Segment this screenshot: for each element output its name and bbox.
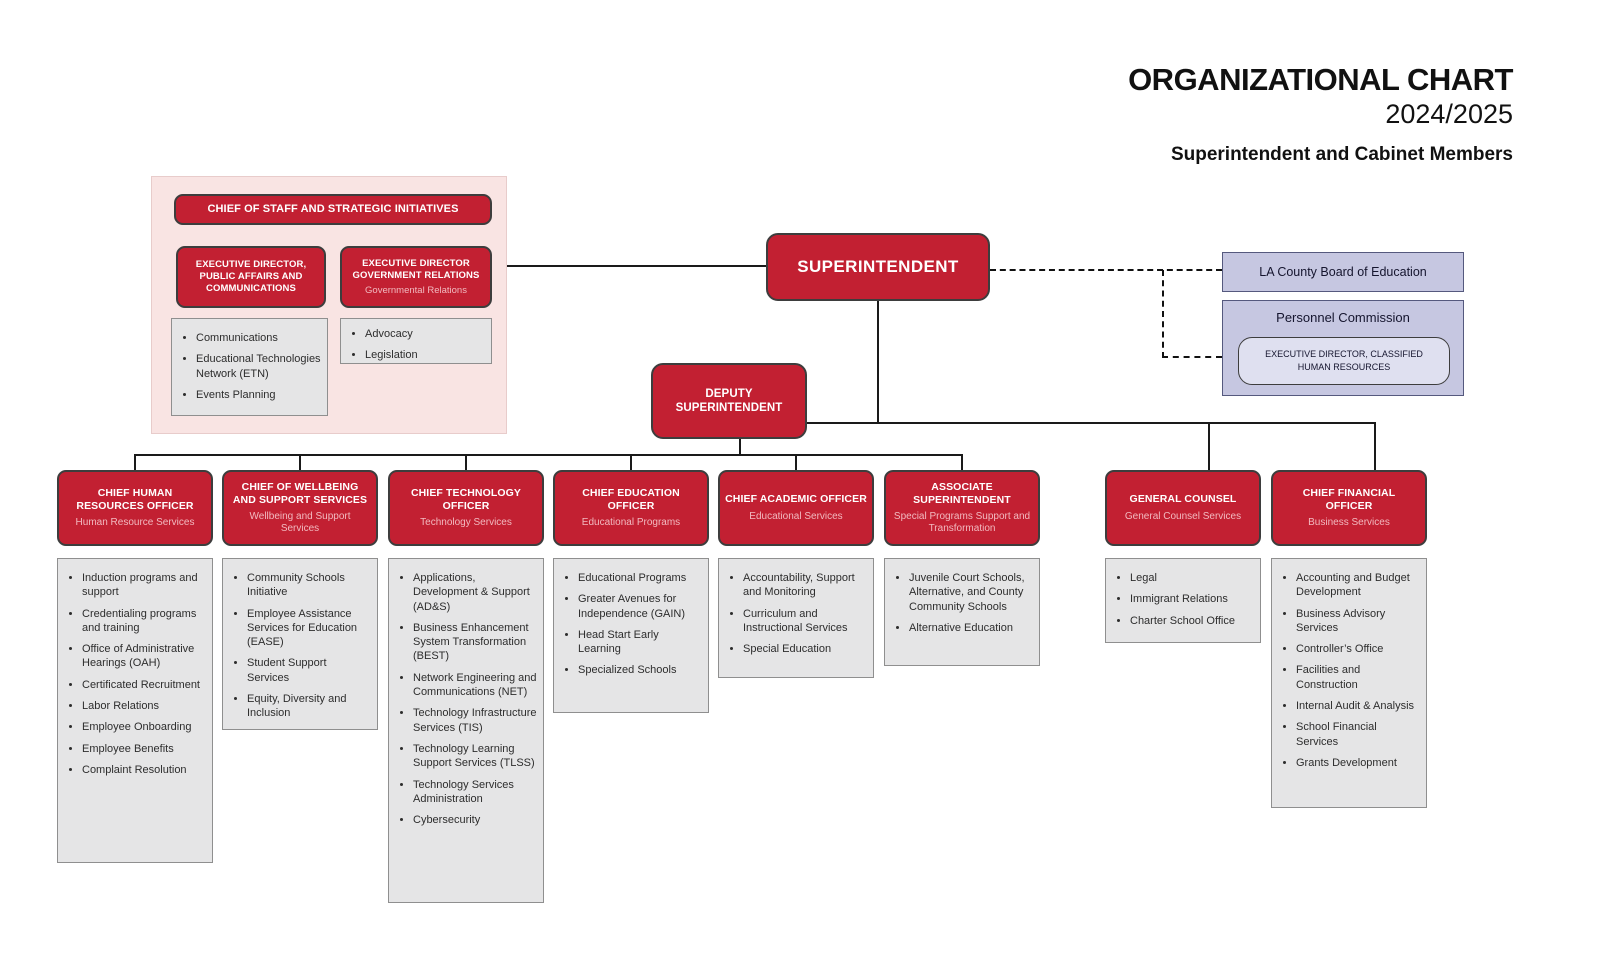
page-year: 2024/2025	[1385, 98, 1513, 129]
dept-title: CHIEF OF WELLBEING AND SUPPORT SERVICES	[232, 480, 368, 506]
deputy-superintendent-title: DEPUTY SUPERINTENDENT	[675, 387, 783, 414]
list-item: • Labor Relations	[82, 699, 206, 713]
list-item: • Specialized Schools	[578, 663, 702, 677]
dept-box-chief-financial-officer	[1271, 470, 1427, 546]
list-item: • Network Engineering and Communications (NET)	[413, 671, 537, 700]
connector-line	[630, 454, 632, 470]
personnel-commission-box	[1222, 300, 1464, 396]
list-item: • Technology Learning Support Services (TLSS)	[413, 742, 537, 771]
exec-director-public-affairs-box	[176, 246, 326, 308]
dept-title: CHIEF TECHNOLOGY OFFICER	[410, 486, 522, 512]
list-item: • Educational Programs	[578, 571, 702, 585]
connector-line	[465, 454, 467, 470]
list-item: • Community Schools Initiative	[247, 571, 371, 600]
la-county-board-box	[1222, 252, 1464, 292]
list-item: • Student Support Services	[247, 656, 371, 685]
dept-title: ASSOCIATE SUPERINTENDENT	[913, 480, 1011, 506]
list-item: • Credentialing programs and training	[82, 607, 206, 636]
connector-line	[135, 454, 963, 456]
connector-line	[299, 454, 301, 470]
public-affairs-list	[171, 318, 328, 416]
list-item: • Immigrant Relations	[1130, 592, 1254, 606]
dept-subtitle: Educational Programs	[581, 517, 681, 529]
dept-list-chief-human-resources-officer	[57, 558, 213, 863]
list-item: • Employee Onboarding	[82, 720, 206, 734]
dept-subtitle: Technology Services	[420, 517, 512, 529]
list-item: • Office of Administrative Hearings (OAH)	[82, 642, 206, 671]
connector-line	[507, 265, 766, 267]
list-item: • Certificated Recruitment	[82, 678, 206, 692]
list-item: • Accounting and Budget Development	[1296, 571, 1420, 600]
dept-subtitle: Business Services	[1308, 517, 1390, 529]
list-item: • Technology Infrastructure Services (TIS)	[413, 706, 537, 735]
list-item: • Controller’s Office	[1296, 642, 1420, 656]
dept-subtitle: Educational Services	[749, 510, 843, 522]
dept-title: CHIEF EDUCATION OFFICER	[582, 486, 680, 512]
list-item: • Educational Technologies Network (ETN)	[196, 352, 321, 381]
dept-box-chief-academic-officer	[718, 470, 874, 546]
connector-line	[795, 454, 797, 470]
list-item: • Accountability, Support and Monitoring	[743, 571, 867, 600]
list-item: • Technology Services Administration	[413, 778, 537, 807]
dept-list-chief-technology-officer	[388, 558, 544, 903]
government-relations-list	[340, 318, 492, 364]
exec-director-government-relations-box	[340, 246, 492, 308]
connector-line	[1208, 422, 1210, 470]
list-item: • Greater Avenues for Independence (GAIN)	[578, 592, 702, 621]
exec-director-public-affairs-title: EXECUTIVE DIRECTOR, PUBLIC AFFAIRS AND COMMUNICATIONS	[195, 259, 307, 294]
dept-box-chief-technology-officer	[388, 470, 544, 546]
dept-subtitle: Human Resource Services	[75, 517, 195, 529]
dept-box-chief-human-resources-officer	[57, 470, 213, 546]
dept-box-chief-of-wellbeing	[222, 470, 378, 546]
connector-line	[877, 301, 879, 424]
dept-subtitle: Wellbeing and Support Services	[249, 511, 351, 535]
chief-of-staff-box	[174, 194, 492, 225]
personnel-commission-title: Personnel Commission	[1276, 310, 1410, 325]
exec-director-government-relations-title: EXECUTIVE DIRECTOR GOVERNMENT RELATIONS	[352, 257, 480, 281]
list-item: • Internal Audit & Analysis	[1296, 699, 1420, 713]
dept-title: CHIEF HUMAN RESOURCES OFFICER	[76, 486, 194, 512]
list-item: • School Financial Services	[1296, 720, 1420, 749]
list-item: • Complaint Resolution	[82, 763, 206, 777]
list-item: • Employee Assistance Services for Education (EASE)	[247, 607, 371, 650]
dept-subtitle: General Counsel Services	[1124, 510, 1242, 522]
list-item: • Legal	[1130, 571, 1254, 585]
list-item: • Special Education	[743, 642, 867, 656]
list-item: • Induction programs and support	[82, 571, 206, 600]
dept-list-associate-superintendent	[884, 558, 1040, 666]
dept-list-chief-education-officer	[553, 558, 709, 713]
superintendent-title: SUPERINTENDENT	[797, 257, 959, 277]
list-item: • Charter School Office	[1130, 614, 1254, 628]
list-item: • Equity, Diversity and Inclusion	[247, 692, 371, 721]
dashed-connector-line	[1162, 356, 1222, 358]
chief-of-staff-title: CHIEF OF STAFF AND STRATEGIC INITIATIVES	[207, 202, 459, 215]
dept-title: CHIEF ACADEMIC OFFICER	[725, 493, 867, 506]
dept-box-associate-superintendent	[884, 470, 1040, 546]
dept-box-chief-education-officer	[553, 470, 709, 546]
list-item: • Curriculum and Instructional Services	[743, 607, 867, 636]
superintendent-box	[766, 233, 990, 301]
dept-box-general-counsel	[1105, 470, 1261, 546]
list-item: • Cybersecurity	[413, 813, 537, 827]
list-item: • Facilities and Construction	[1296, 663, 1420, 692]
list-item: • Grants Development	[1296, 756, 1420, 770]
list-item: • Business Enhancement System Transformation (BEST)	[413, 621, 537, 664]
dept-title: GENERAL COUNSEL	[1129, 493, 1237, 506]
page-subtitle: Superintendent and Cabinet Members	[1170, 143, 1513, 165]
list-item: • Business Advisory Services	[1296, 607, 1420, 636]
la-county-board-title: LA County Board of Education	[1259, 265, 1427, 279]
list-item: • Events Planning	[196, 388, 321, 402]
dept-subtitle: Special Programs Support and Transformation	[893, 511, 1031, 535]
deputy-superintendent-box	[651, 363, 807, 439]
list-item: • Head Start Early Learning	[578, 628, 702, 657]
connector-line	[961, 454, 963, 470]
dept-list-chief-financial-officer	[1271, 558, 1427, 808]
list-item: • Applications, Development & Support (AD&S)	[413, 571, 537, 614]
dept-title: CHIEF FINANCIAL OFFICER	[1302, 486, 1396, 512]
list-item: • Alternative Education	[909, 621, 1033, 635]
classified-hr-director-box: EXECUTIVE DIRECTOR, CLASSIFIED HUMAN RESOURCES	[1238, 337, 1450, 385]
connector-line	[134, 454, 136, 470]
dept-list-chief-academic-officer	[718, 558, 874, 678]
list-item: • Advocacy	[365, 327, 485, 341]
dept-list-general-counsel	[1105, 558, 1261, 643]
exec-director-government-relations-subtitle: Governmental Relations	[365, 284, 467, 296]
connector-line	[807, 422, 1376, 424]
list-item: • Employee Benefits	[82, 742, 206, 756]
dashed-connector-line	[1162, 270, 1164, 358]
header	[953, 64, 1513, 166]
connector-line	[1374, 422, 1376, 470]
dashed-connector-line	[990, 269, 1222, 271]
list-item: • Legislation	[365, 348, 485, 362]
list-item: • Juvenile Court Schools, Alternative, and County Community Schools	[909, 571, 1033, 614]
list-item: • Communications	[196, 331, 321, 345]
dept-list-chief-of-wellbeing	[222, 558, 378, 730]
page-title: ORGANIZATIONAL CHART	[1128, 62, 1513, 97]
